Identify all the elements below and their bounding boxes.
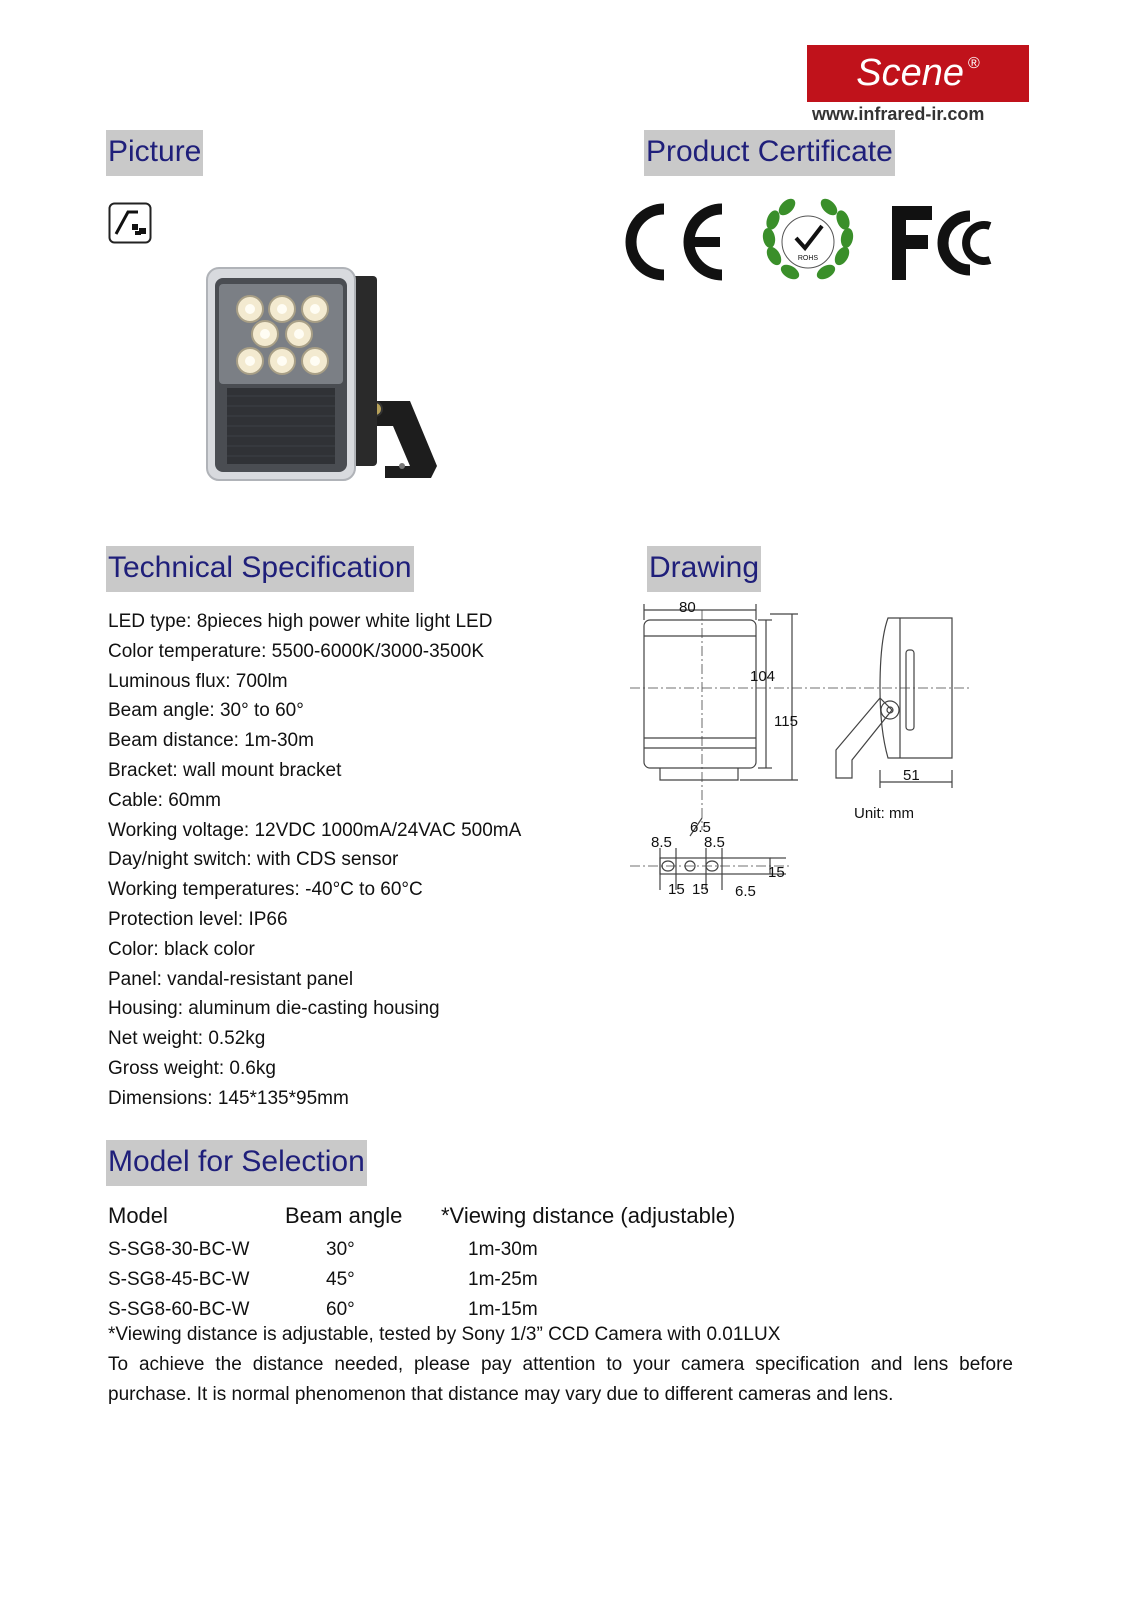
section-title-picture: Picture (106, 130, 203, 176)
spec-item: Gross weight: 0.6kg (108, 1057, 276, 1079)
dim-height-inner-label: 104 (750, 668, 776, 685)
dim-height-outer-label: 115 (774, 713, 798, 730)
spec-item: Bracket: wall mount bracket (108, 759, 342, 781)
spec-item: Day/night switch: with CDS sensor (108, 849, 399, 871)
table-cell-distance: 1m-15m (468, 1298, 538, 1320)
rohs-seal-icon (760, 198, 856, 286)
table-cell-distance: 1m-30m (468, 1239, 538, 1260)
ce-label: CE (620, 201, 622, 202)
table-cell-angle: 60° (326, 1298, 355, 1320)
table-row (108, 1235, 908, 1265)
spec-item: Luminous flux: 700lm (108, 670, 288, 692)
spec-item: Working temperatures: -40°C to 60°C (108, 879, 423, 901)
spec-item: Panel: vandal-resistant panel (108, 968, 354, 990)
website-url[interactable]: www.infrared-ir.com (812, 104, 985, 124)
spec-item: Housing: aluminum die-casting housing (108, 998, 440, 1020)
spec-item: Dimensions: 145*135*95mm (108, 1087, 349, 1109)
spec-item: LED type: 8pieces high power white light LED (108, 611, 493, 632)
spec-item: Net weight: 0.52kg (108, 1028, 266, 1050)
product-photo (205, 266, 450, 496)
spec-item: Protection level: IP66 (108, 908, 288, 930)
model-table (108, 1203, 908, 1324)
registered-mark: ® (967, 55, 980, 72)
table-header-viewing-distance: *Viewing distance (adjustable) (441, 1203, 736, 1228)
dim-c-label: 8.5 (704, 834, 725, 851)
section-title-model-selection: Model for Selection (106, 1140, 367, 1186)
table-header-row (108, 1203, 908, 1235)
spec-item: Color temperature: 5500-6000K/3000-3500K (108, 640, 485, 662)
spec-item: Working voltage: 12VDC 1000mA/24VAC 500mA (108, 819, 522, 841)
dim-depth-label: 51 (903, 767, 920, 784)
technical-drawing (630, 600, 990, 920)
spec-item: Color: black color (108, 938, 255, 960)
section-title-tech-spec: Technical Specification (106, 546, 414, 592)
dim-g-label: 6.5 (735, 883, 756, 900)
table-header-model: Model (108, 1203, 168, 1228)
table-row (108, 1265, 908, 1295)
dim-a-label: 6.5 (690, 819, 711, 836)
table-header-beam-angle: Beam angle (285, 1203, 403, 1228)
fcc-mark-icon (890, 204, 1002, 282)
table-cell-angle: 45° (326, 1268, 355, 1290)
dim-f-label: 15 (692, 881, 709, 898)
dim-e-label: 15 (668, 881, 685, 898)
fcc-label: FC (890, 204, 892, 205)
section-title-drawing: Drawing (647, 546, 761, 592)
brand-logo (807, 45, 1029, 102)
dim-b-label: 8.5 (651, 834, 672, 851)
rohs-label: ROHS (797, 255, 819, 262)
table-cell-distance: 1m-25m (468, 1268, 538, 1290)
table-cell-model: S-SG8-30-BC-W (108, 1239, 250, 1260)
table-cell-model: S-SG8-60-BC-W (108, 1298, 250, 1320)
note-viewing-distance: *Viewing distance is adjustable, tested by Sony 1/3” CCD Camera with 0.01LUX (108, 1324, 781, 1345)
dim-d-label: 15 (768, 864, 785, 881)
dim-width-label: 80 (679, 600, 696, 616)
note-purchase-advice: To achieve the distance needed, please pay attention to your camera specification and lens before purchase. It is normal phenomenon that distance may vary due to different cameras and lens. (108, 1353, 1013, 1405)
spec-item: Cable: 60mm (108, 789, 221, 811)
spec-list (108, 607, 521, 1114)
spec-item: Beam angle: 30° to 60° (108, 700, 304, 722)
section-title-certificate: Product Certificate (644, 130, 895, 176)
wall-mount-icon (108, 202, 152, 244)
ce-mark-icon (620, 201, 732, 283)
notes (108, 1320, 1013, 1409)
unit-label: Unit: mm (854, 805, 914, 822)
logo-text: Scene (856, 52, 964, 94)
table-cell-model: S-SG8-45-BC-W (108, 1268, 250, 1290)
table-cell-angle: 30° (326, 1239, 355, 1260)
spec-item: Beam distance: 1m-30m (108, 730, 314, 752)
